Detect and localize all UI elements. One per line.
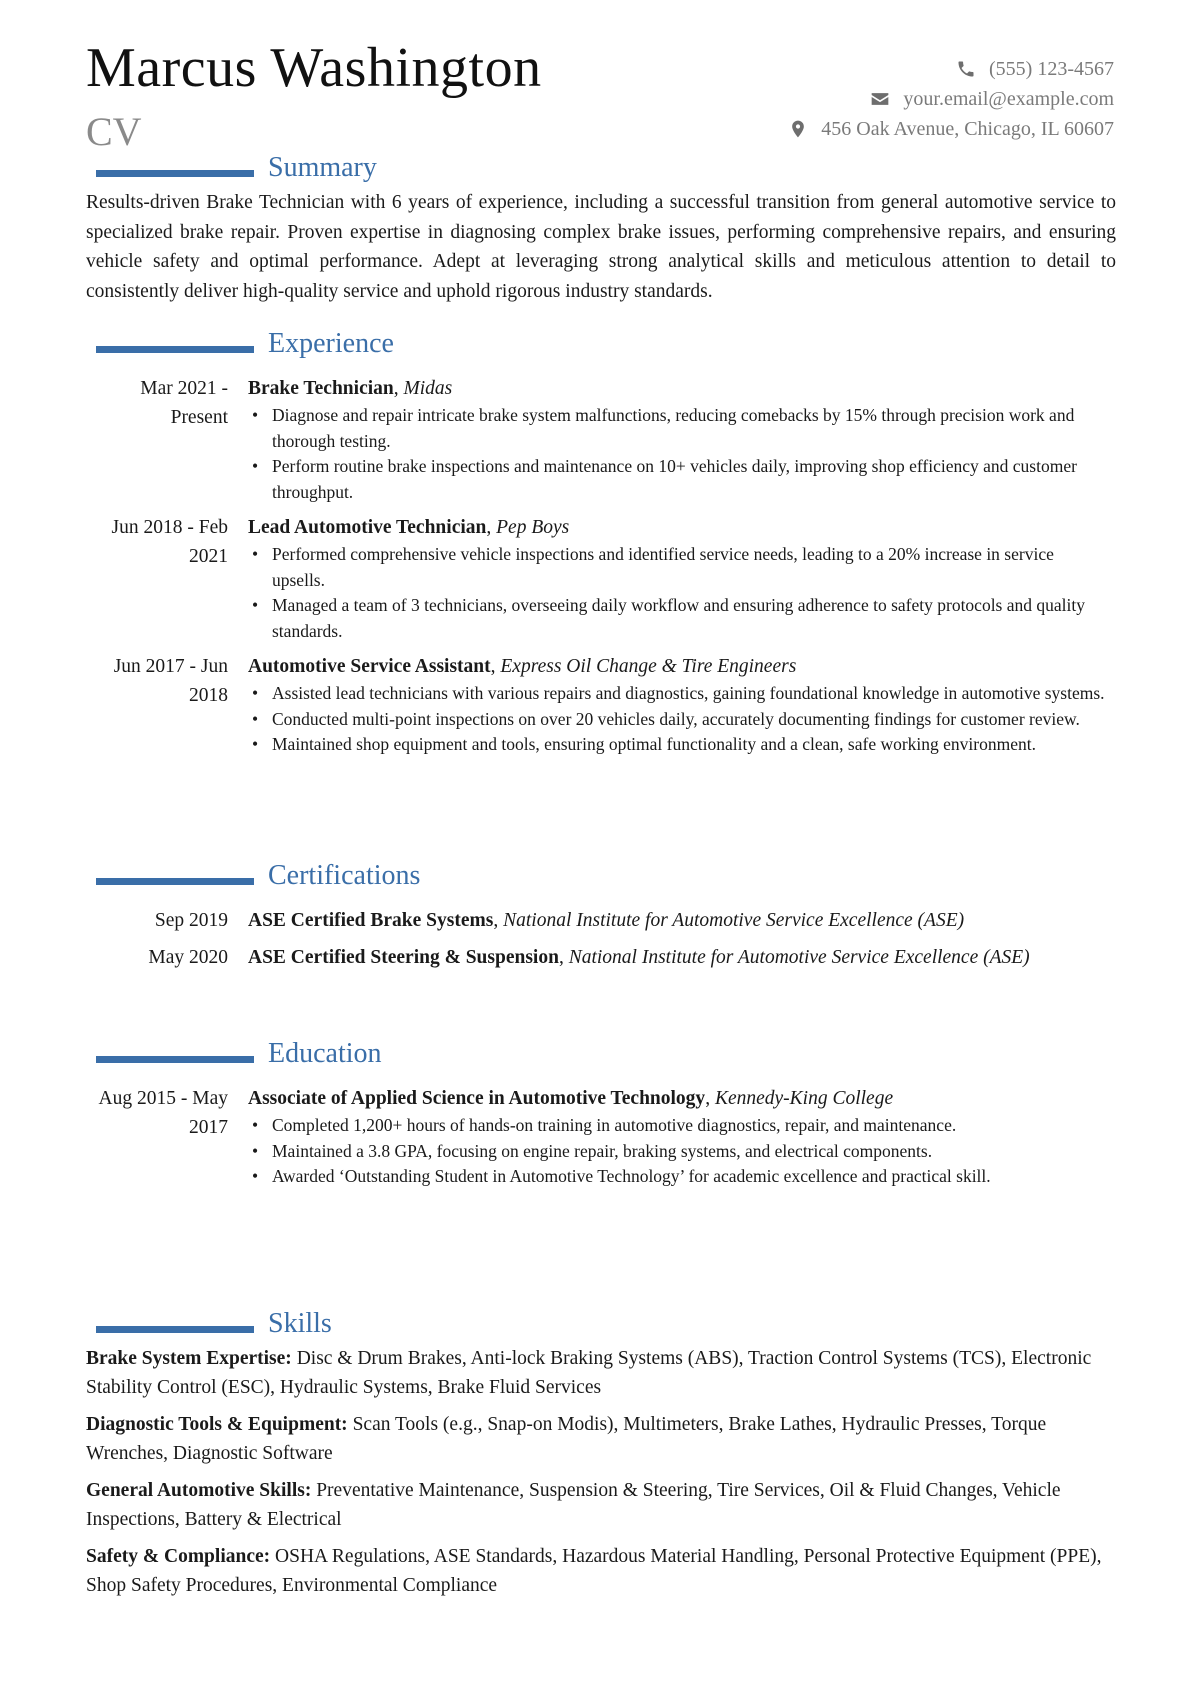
education-entry: Aug 2015 - May 2017 Associate of Applied Science in Automotive Technology, Kennedy-King College • Completed 1,200+ hours of hands-on training in automotive diagnostics, repair, and maintenance. • Maintained a 3.8 GPA, focusing on engine repair, braking systems, and electrical components. • Awarded ‘Outstanding Student in Automotive Technology’ for academic excellence and practical skill. — [86, 1084, 1116, 1190]
entry-date: Aug 2015 - May 2017 — [98, 1088, 228, 1138]
skill-group — [86, 1410, 1116, 1468]
entry-date: May 2020 — [148, 947, 228, 968]
street-address: 456 Oak Avenue, Chicago, IL 60607 — [821, 117, 1114, 140]
section-title-skills: Skills — [268, 1308, 332, 1339]
certifications-section — [86, 860, 1116, 980]
section-title-education: Education — [268, 1038, 382, 1069]
phone-number: (555) 123-4567 — [989, 57, 1114, 80]
bullet-item: • Diagnose and repair intricate brake system malfunctions, reducing comebacks by 15% through precision work and thorough testing. — [272, 403, 1116, 454]
bullet-item: • Perform routine brake inspections and maintenance on 10+ vehicles daily, improving shop efficiency and customer throughput. — [272, 454, 1116, 505]
bullet-item: • Conducted multi-point inspections on over 20 vehicles daily, accurately documenting findings for customer review. — [272, 707, 1116, 733]
school-name: Kennedy-King College — [714, 1088, 894, 1109]
section-header — [86, 1308, 1116, 1344]
section-accent-bar — [96, 1056, 254, 1063]
certification-name: ASE Certified Steering & Suspension — [248, 947, 559, 968]
envelope-icon — [869, 88, 891, 110]
bullet-item: • Maintained a 3.8 GPA, focusing on engine repair, braking systems, and electrical components. — [272, 1139, 1116, 1165]
skill-category: Diagnostic Tools & Equipment: — [86, 1414, 348, 1435]
summary-section — [86, 152, 1116, 306]
summary-text: Results-driven Brake Technician with 6 years of experience, including a successful transition from general automotive service to specialized brake repair. Proven expertise in diagnosing complex brake issues, performing comprehensive repairs, and ensuring vehicle safety and optimal performance. Adept at leveraging strong analytical skills and meticulous attention to detail to consistently deliver high-quality service and uphold rigorous industry standards. — [86, 192, 1116, 302]
skill-category: General Automotive Skills: — [86, 1480, 312, 1501]
degree-name: Associate of Applied Science in Automotive Technology — [248, 1088, 706, 1109]
employer: Express Oil Change & Tire Engineers — [500, 656, 797, 677]
section-title-certifications: Certifications — [268, 860, 421, 891]
job-title: Automotive Service Assistant — [248, 656, 491, 677]
map-pin-icon — [787, 118, 809, 140]
bullet-list — [248, 681, 1116, 758]
bullet-list — [248, 403, 1116, 505]
section-accent-bar — [96, 878, 254, 885]
bullet-item: • Maintained shop equipment and tools, ensuring optimal functionality and a clean, safe working environment. — [272, 732, 1116, 758]
contact-block — [787, 54, 1114, 144]
skill-values: Preventative Maintenance, Suspension & Steering, Tire Services, Oil & Fluid Changes, Vehicle Inspections, Battery & Electrical — [86, 1480, 1061, 1530]
skill-category: Safety & Compliance: — [86, 1546, 271, 1567]
entry-date: Jun 2017 - Jun 2018 — [113, 656, 228, 706]
bullet-item: • Completed 1,200+ hours of hands-on training in automotive diagnostics, repair, and maintenance. — [272, 1113, 1116, 1139]
experience-entry: Jun 2017 - Jun 2018 Automotive Service Assistant, Express Oil Change & Tire Engineers • Assisted lead technicians with various repairs and diagnostics, gaining foundational knowledge in automotive systems. • Conducted multi-point inspections on over 20 vehicles daily, accurately documenting findings for customer review. • Maintained shop equipment and tools, ensuring optimal functionality and a clean, safe working environment. — [86, 652, 1116, 758]
section-title-experience: Experience — [268, 328, 394, 359]
bullet-item: • Performed comprehensive vehicle inspections and identified service needs, leading to a 20% increase in service upsells. — [272, 542, 1116, 593]
document-subtitle: CV — [86, 109, 142, 154]
section-accent-bar — [96, 346, 254, 353]
section-header — [86, 152, 1116, 188]
section-header — [86, 328, 1116, 364]
phone-icon — [955, 58, 977, 80]
job-title: Brake Technician — [248, 378, 394, 399]
entry-date: Jun 2018 - Feb 2021 — [111, 517, 228, 567]
email-address: your.email@example.com — [903, 87, 1114, 110]
skill-values: OSHA Regulations, ASE Standards, Hazardous Material Handling, Personal Protective Equipment (PPE), Shop Safety Procedures, Environmental Compliance — [86, 1546, 1102, 1596]
section-accent-bar — [96, 170, 254, 177]
skill-values: Scan Tools (e.g., Snap-on Modis), Multimeters, Brake Lathes, Hydraulic Presses, Torque Wrenches, Diagnostic Software — [86, 1414, 1047, 1464]
candidate-name: Marcus Washington — [86, 37, 542, 99]
skill-group — [86, 1344, 1116, 1402]
employer: Pep Boys — [496, 517, 570, 538]
bullet-list — [248, 542, 1116, 644]
entry-date: Sep 2019 — [154, 910, 228, 931]
bullet-list — [248, 1113, 1116, 1190]
certification-entry: Sep 2019 ASE Certified Brake Systems, National Institute for Automotive Service Excellence (ASE) — [86, 906, 1116, 935]
section-header — [86, 860, 1116, 896]
section-accent-bar — [96, 1326, 254, 1333]
experience-entry: Mar 2021 - Present Brake Technician, Midas • Diagnose and repair intricate brake system malfunctions, reducing comebacks by 15% through precision work and thorough testing. • Perform routine brake inspections and maintenance on 10+ vehicles daily, improving shop efficiency and customer throughput. — [86, 374, 1116, 505]
entry-date: Mar 2021 - Present — [140, 378, 228, 428]
skill-values: Disc & Drum Brakes, Anti-lock Braking Systems (ABS), Traction Control Systems (TCS), Electronic Stability Control (ESC), Hydraulic Systems, Brake Fluid Services — [86, 1348, 1092, 1398]
certifying-body: National Institute for Automotive Service Excellence (ASE) — [503, 910, 965, 931]
bullet-item: • Managed a team of 3 technicians, overseeing daily workflow and ensuring adherence to safety protocols and quality standards. — [272, 593, 1116, 644]
employer: Midas — [403, 378, 453, 399]
bullet-item: • Awarded ‘Outstanding Student in Automotive Technology’ for academic excellence and practical skill. — [272, 1164, 1116, 1190]
section-title-summary: Summary — [268, 152, 377, 183]
contact-phone[interactable] — [787, 54, 1114, 84]
bullet-item: • Assisted lead technicians with various repairs and diagnostics, gaining foundational knowledge in automotive systems. — [272, 681, 1116, 707]
section-header — [86, 1038, 1116, 1074]
experience-section — [86, 328, 1116, 766]
certifying-body: National Institute for Automotive Service Excellence (ASE) — [568, 947, 1030, 968]
job-title: Lead Automotive Technician — [248, 517, 487, 538]
skill-group — [86, 1476, 1116, 1534]
skill-category: Brake System Expertise: — [86, 1348, 292, 1369]
skills-section — [86, 1308, 1116, 1608]
experience-entry: Jun 2018 - Feb 2021 Lead Automotive Technician, Pep Boys • Performed comprehensive vehicle inspections and identified service needs, leading to a 20% increase in service upsells. • Managed a team of 3 technicians, overseeing daily workflow and ensuring adherence to safety protocols and quality standards. — [86, 513, 1116, 644]
contact-address — [787, 114, 1114, 144]
contact-email[interactable] — [787, 84, 1114, 114]
certification-entry: May 2020 ASE Certified Steering & Suspension, National Institute for Automotive Service Excellence (ASE) — [86, 943, 1116, 972]
certification-name: ASE Certified Brake Systems — [248, 910, 494, 931]
skill-group — [86, 1542, 1116, 1600]
education-section — [86, 1038, 1116, 1198]
